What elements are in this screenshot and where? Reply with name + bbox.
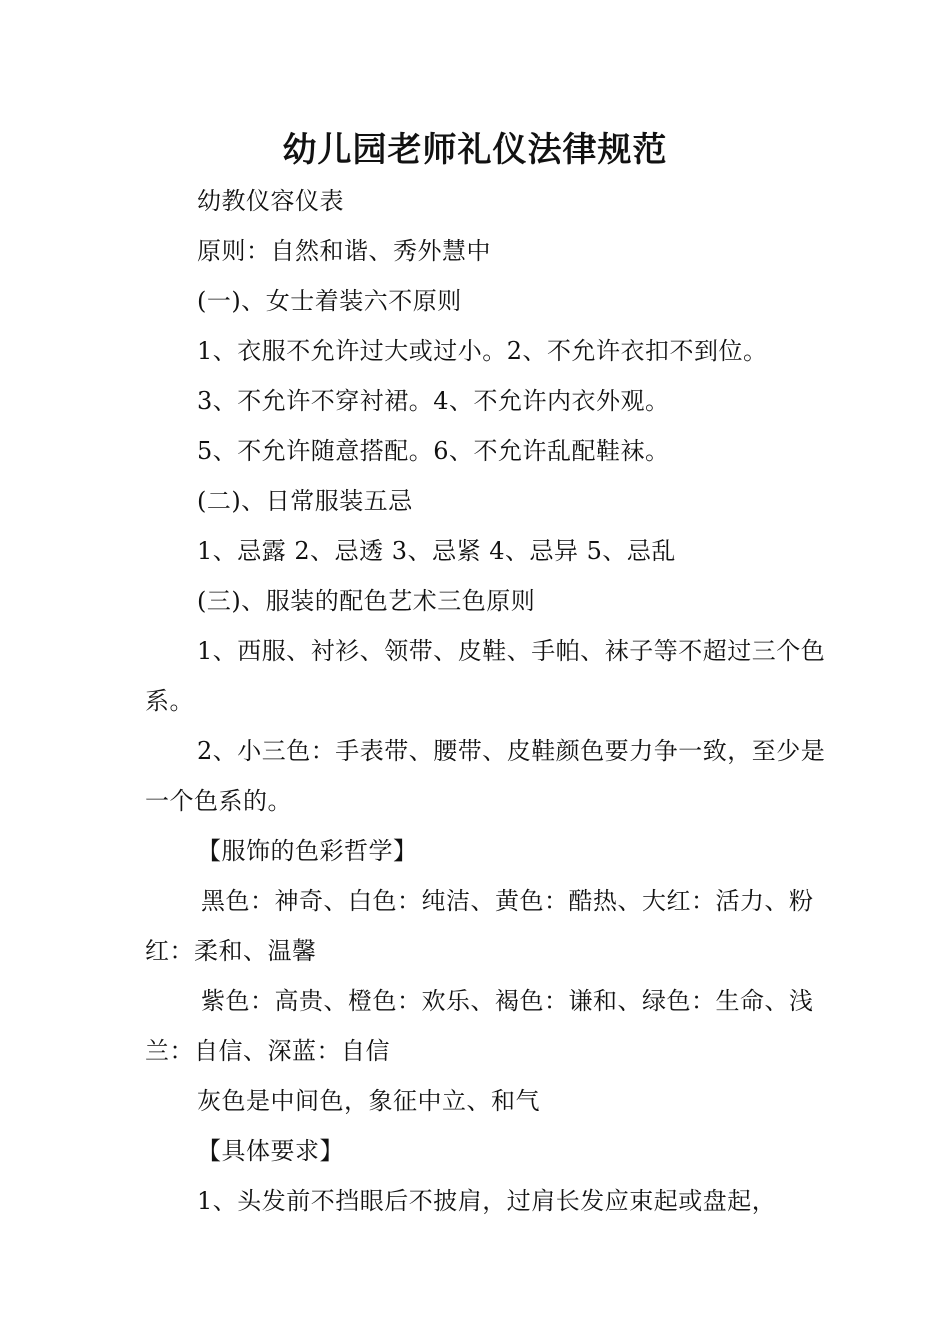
paragraph-color-philosophy-heading: 【服饰的色彩哲学】 [197, 837, 418, 865]
paragraph-color-rule-1: 1、西服、衬衫、领带、皮鞋、手帕、袜子等不超过三个色系。 [145, 637, 826, 715]
paragraph-rule-3-4: 3、不允许不穿衬裙。4、不允许内衣外观。 [197, 387, 670, 415]
paragraph-five-taboos: 1、忌露 2、忌透 3、忌紧 4、忌异 5、忌乱 [197, 537, 676, 565]
paragraph-color-meanings-1: 黑色：神奇、白色：纯洁、黄色：酷热、大红：活力、粉红：柔和、温馨 [145, 887, 814, 965]
paragraph-rule-5-6: 5、不允许随意搭配。6、不允许乱配鞋袜。 [197, 437, 670, 465]
paragraph-heading-two: (二)、日常服装五忌 [197, 487, 413, 515]
paragraph-heading-three: (三)、服装的配色艺术三色原则 [197, 587, 536, 615]
paragraph-heading-one: (一)、女士着装六不原则 [197, 287, 462, 315]
paragraph-requirements-heading: 【具体要求】 [197, 1137, 344, 1165]
paragraph-rule-1-2: 1、衣服不允许过大或过小。2、不允许衣扣不到位。 [197, 337, 768, 365]
document-title: 幼儿园老师礼仪法律规范 [282, 130, 668, 170]
paragraph-hair-requirement: 1、头发前不挡眼后不披肩，过肩长发应束起或盘起， [197, 1187, 777, 1215]
document-body [145, 176, 835, 1226]
paragraph-color-meanings-2: 紫色：高贵、橙色：欢乐、褐色：谦和、绿色：生命、浅兰：自信、深蓝：自信 [145, 987, 814, 1065]
paragraph-principle: 原则：自然和谐、秀外慧中 [197, 237, 491, 265]
paragraph-section-heading: 幼教仪容仪表 [197, 187, 344, 215]
paragraph-gray-meaning: 灰色是中间色，象征中立、和气 [197, 1087, 540, 1115]
paragraph-color-rule-2: 2、小三色：手表带、腰带、皮鞋颜色要力争一致，至少是一个色系的。 [145, 737, 826, 815]
